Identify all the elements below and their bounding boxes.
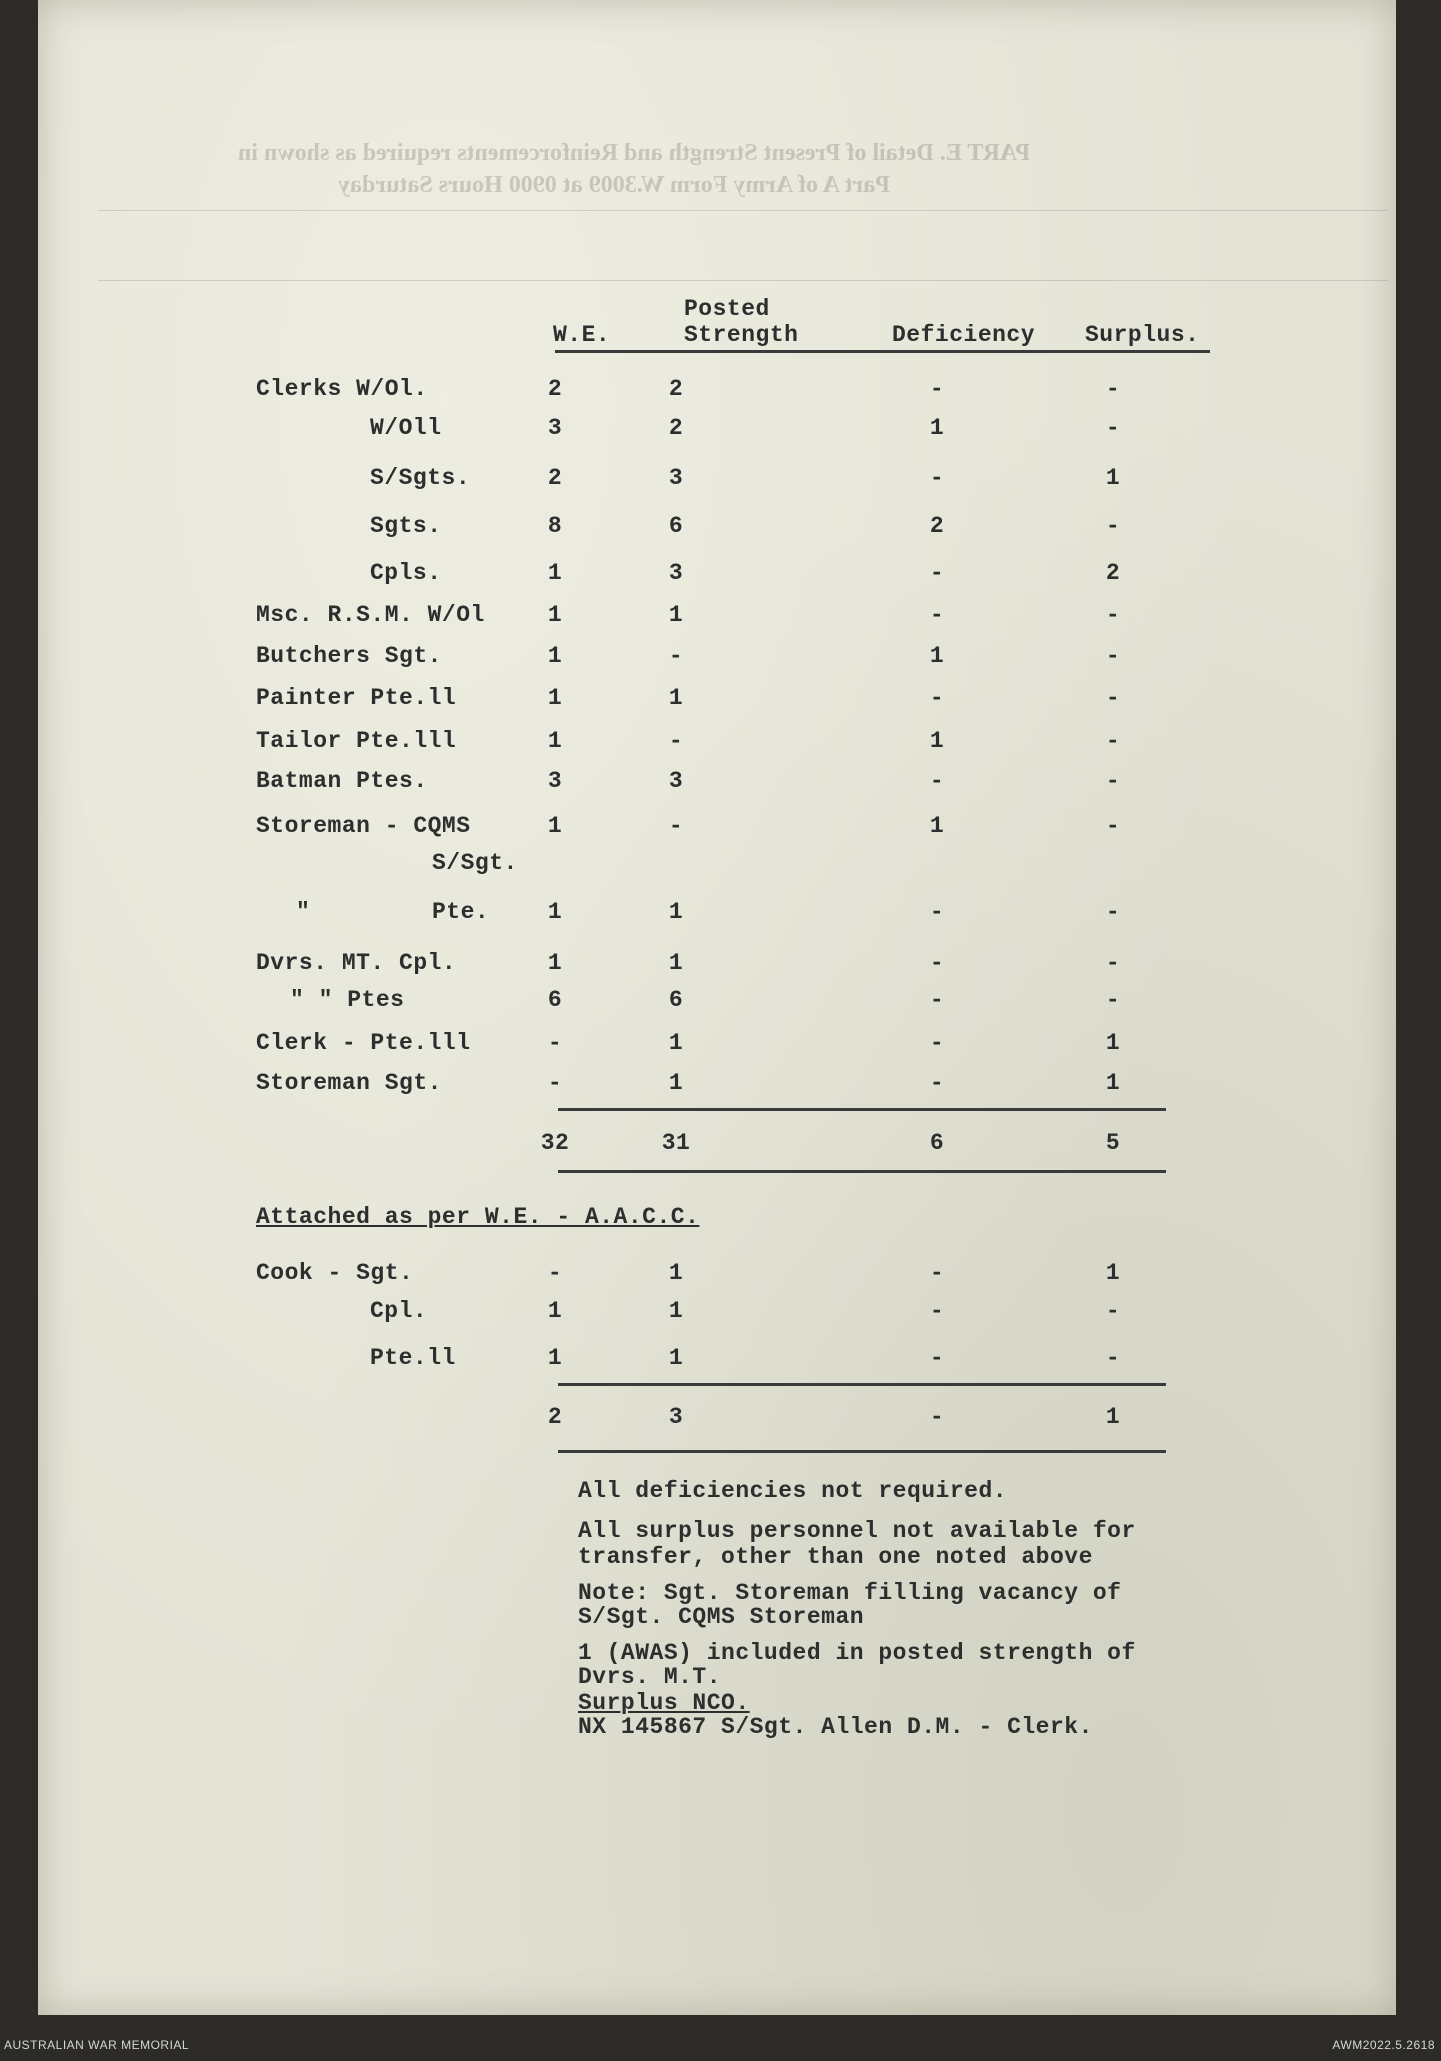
cell-posted: 1 (668, 685, 684, 711)
cell-we: 3 (547, 415, 563, 441)
row-label: S/Sgts. (370, 465, 471, 491)
row-label: Tailor Pte.lll (256, 728, 457, 754)
row-label-continued: S/Sgt. (432, 850, 518, 876)
table-rule (558, 1170, 1166, 1173)
attached-total-we: 2 (547, 1404, 563, 1430)
cell-posted: - (668, 813, 684, 839)
note-line: transfer, other than one noted above (578, 1544, 1093, 1570)
cell-deficiency: - (929, 1030, 945, 1056)
cell-surplus: - (1105, 685, 1121, 711)
row-label: Cpls. (370, 560, 442, 586)
row-label: Clerk - Pte.lll (256, 1030, 471, 1056)
cell-deficiency: - (929, 950, 945, 976)
cell-deficiency: - (929, 602, 945, 628)
cell-posted: 6 (668, 987, 684, 1013)
attached-cell-surplus: - (1105, 1298, 1121, 1324)
cell-deficiency: - (929, 899, 945, 925)
cell-surplus: 2 (1105, 560, 1121, 586)
cell-we: 3 (547, 768, 563, 794)
cell-surplus: 1 (1105, 1070, 1121, 1096)
total-surplus: 5 (1105, 1130, 1121, 1156)
cell-posted: 6 (668, 513, 684, 539)
cell-surplus: - (1105, 376, 1121, 402)
row-label: Butchers Sgt. (256, 643, 442, 669)
row-label: Dvrs. MT. Cpl. (256, 950, 457, 976)
cell-deficiency: - (929, 376, 945, 402)
cell-posted: 1 (668, 1030, 684, 1056)
attached-row-label: Cook - Sgt. (256, 1260, 414, 1286)
total-posted: 31 (661, 1130, 691, 1156)
cell-surplus: - (1105, 643, 1121, 669)
cell-we: 1 (547, 950, 563, 976)
row-label: Sgts. (370, 513, 442, 539)
cell-surplus: 1 (1105, 465, 1121, 491)
cell-posted: - (668, 728, 684, 754)
header-posted-line2: Strength (684, 322, 799, 348)
attached-row-label: Cpl. (370, 1298, 428, 1324)
cell-deficiency: - (929, 465, 945, 491)
row-label: " (296, 899, 311, 925)
cell-we: 1 (547, 728, 563, 754)
cell-we: 1 (547, 813, 563, 839)
cell-surplus: - (1105, 950, 1121, 976)
cell-posted: 1 (668, 899, 684, 925)
bleed-through-text: PART E. Detail of Present Strength and Reinforcements required as shown in (238, 140, 1031, 166)
attached-cell-deficiency: - (929, 1298, 945, 1324)
total-we: 32 (540, 1130, 570, 1156)
cell-posted: 2 (668, 376, 684, 402)
cell-deficiency: - (929, 1070, 945, 1096)
row-label: " " Ptes (290, 987, 405, 1013)
attached-total-posted: 3 (668, 1404, 684, 1430)
table-rule (558, 1383, 1166, 1386)
cell-surplus: - (1105, 768, 1121, 794)
cell-surplus: - (1105, 415, 1121, 441)
note-line: S/Sgt. CQMS Storeman (578, 1604, 865, 1630)
attached-cell-deficiency: - (929, 1260, 945, 1286)
cell-deficiency: 1 (929, 643, 945, 669)
cell-we: 8 (547, 513, 563, 539)
cell-deficiency: - (929, 685, 945, 711)
cell-deficiency: - (929, 560, 945, 586)
row-label-continued: Pte. (432, 899, 490, 925)
cell-posted: 1 (668, 602, 684, 628)
note-line: All surplus personnel not available for (578, 1518, 1136, 1544)
table-rule (558, 1108, 1166, 1111)
cell-we: 6 (547, 987, 563, 1013)
attached-cell-we: - (547, 1260, 563, 1286)
header-posted-line1: Posted (684, 296, 770, 322)
attached-cell-surplus: 1 (1105, 1260, 1121, 1286)
header-we: W.E. (553, 322, 611, 348)
cell-surplus: - (1105, 602, 1121, 628)
attached-row-label: Pte.ll (370, 1345, 456, 1371)
footer-reference: AWM2022.5.2618 (1332, 2038, 1435, 2052)
cell-surplus: - (1105, 728, 1121, 754)
cell-surplus: 1 (1105, 1030, 1121, 1056)
cell-deficiency: 1 (929, 813, 945, 839)
cell-we: 1 (547, 685, 563, 711)
attached-cell-we: 1 (547, 1298, 563, 1324)
row-label: Batman Ptes. (256, 768, 428, 794)
table-rule (558, 1450, 1166, 1453)
cell-we: 1 (547, 643, 563, 669)
cell-deficiency: - (929, 768, 945, 794)
attached-cell-we: 1 (547, 1345, 563, 1371)
table-rule (555, 350, 1210, 353)
cell-posted: 3 (668, 465, 684, 491)
cell-posted: - (668, 643, 684, 669)
attached-heading: Attached as per W.E. - A.A.C.C. (256, 1204, 700, 1230)
row-label: Msc. R.S.M. W/Ol (256, 602, 485, 628)
footer-institution: AUSTRALIAN WAR MEMORIAL (4, 2038, 190, 2052)
cell-posted: 3 (668, 560, 684, 586)
attached-cell-posted: 1 (668, 1298, 684, 1324)
header-deficiency: Deficiency (892, 322, 1036, 348)
attached-cell-surplus: - (1105, 1345, 1121, 1371)
attached-total-surplus: 1 (1105, 1404, 1121, 1430)
total-deficiency: 6 (929, 1130, 945, 1156)
cell-we: - (547, 1030, 563, 1056)
row-label: Storeman Sgt. (256, 1070, 442, 1096)
cell-deficiency: 2 (929, 513, 945, 539)
cell-posted: 3 (668, 768, 684, 794)
cell-surplus: - (1105, 513, 1121, 539)
cell-we: 1 (547, 899, 563, 925)
cell-we: 2 (547, 376, 563, 402)
note-line: Dvrs. M.T. (578, 1664, 722, 1690)
note-line: Surplus NCO. (578, 1690, 750, 1716)
cell-posted: 2 (668, 415, 684, 441)
cell-deficiency: 1 (929, 415, 945, 441)
row-label: W/Oll (370, 415, 442, 441)
cell-posted: 1 (668, 950, 684, 976)
row-label: Painter Pte.ll (256, 685, 457, 711)
cell-deficiency: - (929, 987, 945, 1013)
cell-posted: 1 (668, 1070, 684, 1096)
cell-surplus: - (1105, 899, 1121, 925)
cell-surplus: - (1105, 813, 1121, 839)
attached-cell-posted: 1 (668, 1260, 684, 1286)
attached-cell-posted: 1 (668, 1345, 684, 1371)
cell-we: 1 (547, 602, 563, 628)
note-line: All deficiencies not required. (578, 1478, 1008, 1504)
cell-we: - (547, 1070, 563, 1096)
note-line: NX 145867 S/Sgt. Allen D.M. - Clerk. (578, 1714, 1093, 1740)
row-label: Clerks W/Ol. (256, 376, 428, 402)
note-line: 1 (AWAS) included in posted strength of (578, 1640, 1136, 1666)
attached-cell-deficiency: - (929, 1345, 945, 1371)
row-label: Storeman - CQMS (256, 813, 471, 839)
cell-deficiency: 1 (929, 728, 945, 754)
note-line: Note: Sgt. Storeman filling vacancy of (578, 1580, 1122, 1606)
cell-we: 1 (547, 560, 563, 586)
attached-total-deficiency: - (929, 1404, 945, 1430)
cell-we: 2 (547, 465, 563, 491)
header-surplus: Surplus. (1085, 322, 1200, 348)
bleed-through-text: Part A of Army Form W.3009 at 0900 Hours Saturday (338, 172, 890, 198)
cell-surplus: - (1105, 987, 1121, 1013)
